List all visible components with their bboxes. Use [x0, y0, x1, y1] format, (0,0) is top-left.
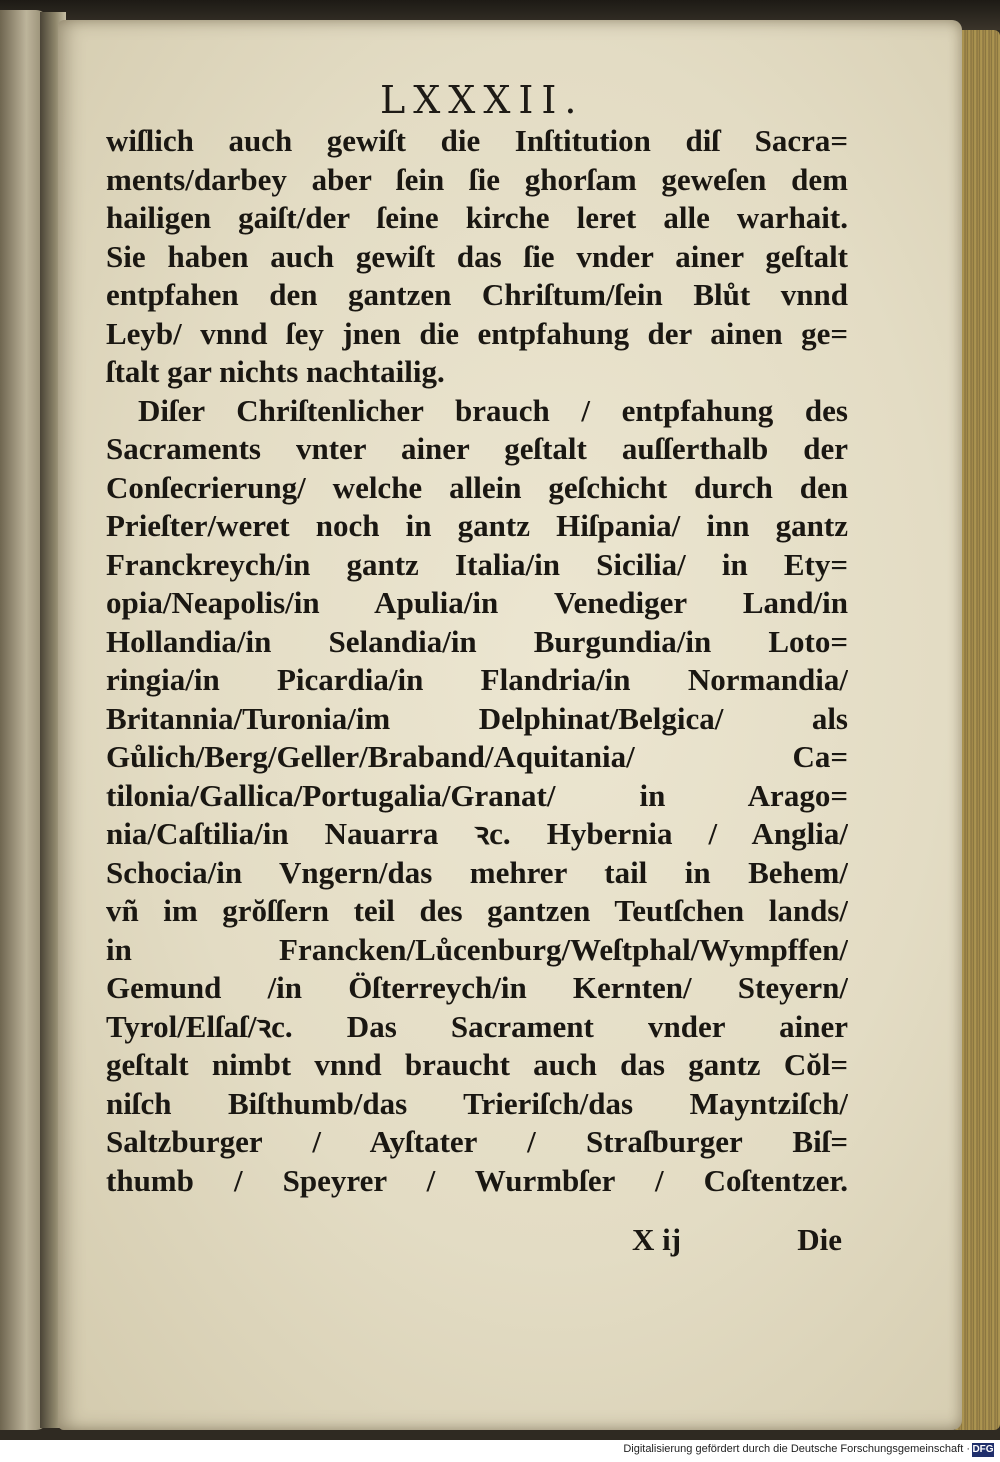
text-line: tilonia/Gallica/Portugalia/Granat/ in Arago= [106, 777, 848, 813]
text-line: niſch Biſthumb/das Trieriſch/das Mayntziſch/ [106, 1085, 848, 1121]
text-line: Saltzburger / Ayſtater / Straſburger Biſ= [106, 1124, 848, 1159]
text-line: Britannia/Turonia/im Delphinat/Belgica/ als [106, 700, 848, 736]
text-line: vñ im grŏſſern teil des gantzen Teutſchen lands/ [106, 893, 848, 928]
text-line: thumb / Speyrer / Wurmbſer / Coſtentzer. [106, 1162, 848, 1198]
text-line: ments/darbey aber ſein ſie ghorſam geweſen dem [106, 161, 848, 197]
dfg-logo: DFG [972, 1444, 994, 1455]
text-line: Gemund /in Öſterreych/in Kernten/ Steyern/ [106, 970, 848, 1005]
text-line: Conſecrierung/ welche allein geſchicht durch den [106, 469, 848, 505]
text-line: Schocia/in Vngern/das mehrer tail in Behem/ [106, 854, 848, 890]
digitization-credit: Digitalisierung gefördert durch die Deutsche Forschungsgemeinschaft · [623, 1443, 970, 1455]
text-line: nia/Caſtilia/in Nauarra ꝛc. Hybernia / Anglia/ [106, 816, 848, 851]
text-line: Franckreych/in gantz Italia/in Sicilia/ in Ety= [106, 546, 848, 582]
text-line: Tyrol/Elſaſ/ꝛc. Das Sacrament vnder ainer [106, 1008, 848, 1044]
text-line: geſtalt nimbt vnnd braucht auch das gantz Cŏl= [106, 1047, 848, 1082]
text-line: in Francken/Lůcenburg/Weſtphal/Wympffen/ [106, 931, 848, 967]
text-line: ringia/in Picardia/in Flandria/in Normandia/ [106, 662, 848, 697]
text-line: entpfahen den gantzen Chriſtum/ſein Blůt vnnd [106, 277, 848, 312]
folio-number: LXXXII. [380, 78, 585, 122]
text-line: Sie haben auch gewiſt das ſie vnder ainer geſtalt [106, 238, 848, 274]
text-line: Diſer Chriſtenlicher brauch / entpfahung des [138, 392, 848, 428]
catchword: Die [797, 1222, 842, 1257]
text-line: hailigen gaiſt/der ſeine kirche leret alle warhait. [106, 200, 848, 235]
text-line: Prieſter/weret noch in gantz Hiſpania/ inn gantz [106, 508, 848, 543]
signature-mark: X ij [632, 1222, 682, 1257]
page-footer [632, 1222, 842, 1262]
text-line: Sacraments vnter ainer geſtalt auſſerthalb der [106, 431, 848, 466]
text-line: Leyb/ vnnd ſey jnen die entpfahung der ainen ge= [106, 315, 848, 351]
text-line: opia/Neapolis/in Apulia/in Venediger Land/in [106, 585, 848, 620]
page-text [106, 122, 848, 1200]
text-line: Gůlich/Berg/Geller/Braband/Aquitania/ Ca= [106, 739, 848, 774]
text-line: wiſlich auch gewiſt die Inſtitution diſ Sacra= [106, 123, 848, 158]
text-line: ſtalt gar nichts nachtailig. [106, 354, 445, 389]
text-line: Hollandia/in Selandia/in Burgundia/in Loto= [106, 623, 848, 659]
